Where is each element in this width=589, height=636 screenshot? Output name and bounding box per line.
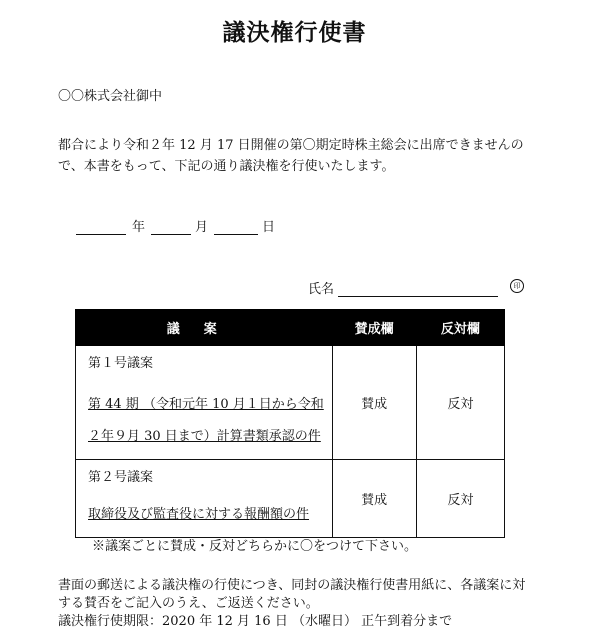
day-blank[interactable] xyxy=(214,222,258,235)
agenda-description: 第 44 期 （令和元年 10 月１日から令和２年９月 30 日まで）計算書類承認の件 xyxy=(88,397,324,444)
signature-line xyxy=(308,278,498,297)
oppose-cell[interactable]: 反対 xyxy=(416,460,504,538)
approve-cell[interactable]: 賛成 xyxy=(332,346,416,460)
addressee: 〇〇株式会社御中 xyxy=(58,89,163,104)
header-approve: 賛成欄 xyxy=(332,310,416,346)
approve-cell[interactable]: 賛成 xyxy=(332,460,416,538)
agenda-title: 第１号議案 xyxy=(88,356,154,371)
month-blank[interactable] xyxy=(151,222,191,235)
agenda-cell xyxy=(76,460,333,538)
oppose-cell[interactable]: 反対 xyxy=(416,346,504,460)
seal-icon: 印 xyxy=(510,279,524,293)
month-label: 月 xyxy=(195,220,209,235)
header-oppose: 反対欄 xyxy=(416,310,504,346)
ballot-table xyxy=(75,309,505,538)
agenda-cell xyxy=(76,346,333,460)
table-row xyxy=(76,460,505,538)
signature-blank[interactable] xyxy=(338,284,498,297)
day-label: 日 xyxy=(262,220,276,235)
agenda-title: 第２号議案 xyxy=(88,470,154,485)
agenda-description: 取締役及び監査役に対する報酬額の件 xyxy=(88,507,310,522)
document-title: 議決権行使書 xyxy=(222,20,367,46)
header-agenda: 議案 xyxy=(76,310,333,346)
footer-line-2: 議決権行使期限：2020 年 12 月 16 日 （水曜日） 正午到着分まで xyxy=(58,614,453,629)
instruction-note: ※議案ごとに賛成・反対どちらかに〇をつけて下さい。 xyxy=(92,539,418,554)
table-header-row xyxy=(76,310,505,346)
intro-paragraph: 都合により令和２年 12 月 17 日開催の第〇期定時株主総会に出席できませんので、本書をもって、下記の通り議決権を行使いたします。 xyxy=(58,138,524,174)
year-label: 年 xyxy=(132,220,146,235)
year-blank[interactable] xyxy=(76,222,126,235)
signature-label: 氏名 xyxy=(308,282,335,297)
footer-line-1: 書面の郵送による議決権の行使につき、同封の議決権行使書用紙に、各議案に対する賛否をご記入のうえ、ご返送ください。 xyxy=(58,578,526,611)
footer-text xyxy=(58,577,538,631)
table-row xyxy=(76,346,505,460)
date-line xyxy=(76,216,275,235)
